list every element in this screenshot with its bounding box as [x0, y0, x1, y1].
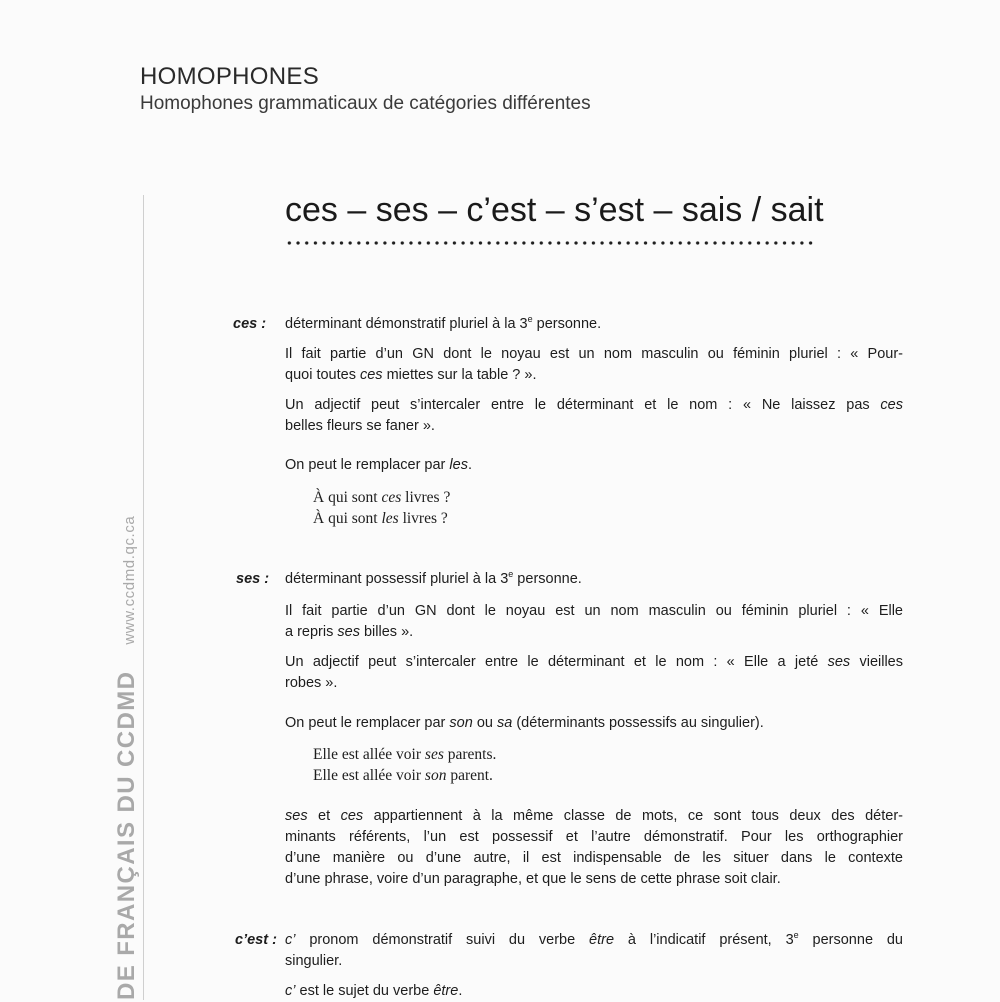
term-cest: c’est : — [235, 932, 277, 948]
page-title: ces – ses – c’est – s’est – sais / sait — [285, 191, 824, 229]
note-line-1: ses et ces appartiennent à la même classe de mots, ce sont tous deux des déter- — [285, 808, 903, 824]
note-line-4: d’une phrase, voire d’un paragraphe, et que le sens de cette phrase soit clair. — [285, 871, 781, 887]
cest-definition-line-1: c’ pronom démonstratif suivi du verbe être à l’indicatif présent, 3e personne du — [285, 930, 903, 948]
header-subtitle: Homophones grammaticaux de catégories différentes — [140, 93, 591, 114]
note-line-2: minants référents, l’un est possessif et l’autre démonstratif. Pour les orthographier — [285, 829, 903, 845]
cest-subject-note: c’ est le sujet du verbe être. — [285, 983, 463, 999]
term-ces: ces : — [233, 316, 267, 332]
ses-definition: déterminant possessif pluriel à la 3e personne. — [285, 569, 582, 587]
ces-example-1: À qui sont ces livres ? — [313, 489, 451, 506]
ses-paragraph-2-line-2: robes ». — [285, 675, 338, 691]
page-header — [140, 62, 591, 116]
ces-definition: déterminant démonstratif pluriel à la 3e personne. — [285, 314, 602, 332]
ces-replacement: On peut le remplacer par les. — [285, 457, 472, 473]
ses-paragraph-1-line-2: a repris ses billes ». — [285, 624, 414, 640]
sidebar-url: www.ccdmd.qc.ca — [121, 515, 138, 645]
sidebar-label: DE FRANÇAIS DU CCDMD — [113, 670, 140, 1000]
cest-definition-line-2: singulier. — [285, 953, 343, 969]
ses-example-1: Elle est allée voir ses parents. — [313, 746, 497, 763]
vertical-sidebar — [113, 100, 147, 1000]
term-ses: ses : — [236, 571, 270, 587]
ces-paragraph-1-line-1: Il fait partie d’un GN dont le noyau est un nom masculin ou féminin pluriel : « Pour- — [285, 346, 903, 362]
ses-paragraph-2-line-1: Un adjectif peut s’intercaler entre le déterminant et le nom : « Elle a jeté ses vieilles — [285, 654, 903, 670]
ses-example-2: Elle est allée voir son parent. — [313, 767, 493, 784]
ses-replacement: On peut le remplacer par son ou sa (déterminants possessifs au singulier). — [285, 715, 764, 731]
header-title: HOMOPHONES — [140, 63, 320, 90]
ces-paragraph-2-line-1: Un adjectif peut s’intercaler entre le déterminant et le nom : « Ne laissez pas ces — [285, 397, 903, 413]
ces-paragraph-1-line-2: quoi toutes ces miettes sur la table ? ». — [285, 367, 537, 383]
ses-paragraph-1-line-1: Il fait partie d’un GN dont le noyau est un nom masculin ou féminin pluriel : « Elle — [285, 603, 903, 619]
note-line-3: d’une manière ou d’une autre, il est indispensable de les situer dans le contexte — [285, 850, 903, 866]
dotted-divider — [285, 240, 815, 246]
ces-example-2: À qui sont les livres ? — [313, 510, 448, 527]
ces-paragraph-2-line-2: belles fleurs se faner ». — [285, 418, 435, 434]
